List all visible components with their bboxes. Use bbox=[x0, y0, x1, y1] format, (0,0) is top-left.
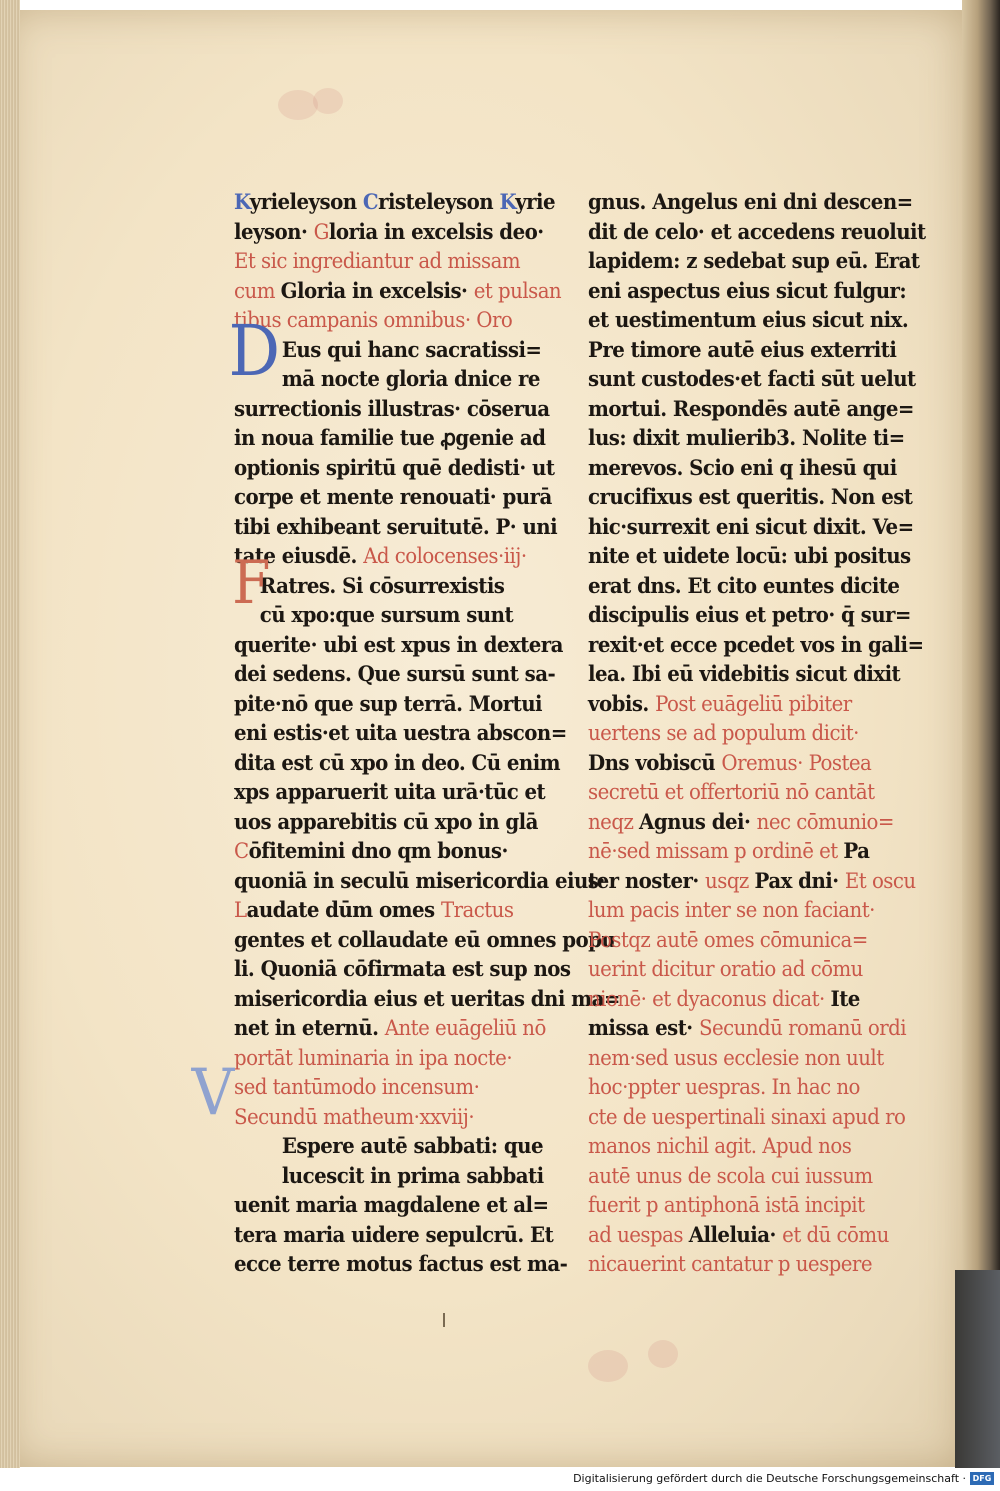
text-line bbox=[234, 542, 542, 572]
rubric-text: hoc·ppter uespras. In hac no bbox=[588, 1075, 860, 1100]
text-segment: gnus. Angelus eni dni descen= bbox=[588, 190, 913, 215]
text-segment: audate dūm omes bbox=[246, 898, 441, 923]
text-segment: cū xpo:que sursum sunt bbox=[259, 603, 514, 628]
text-line bbox=[234, 778, 546, 808]
right-text-column bbox=[588, 188, 926, 1280]
text-segment: risteleyson bbox=[378, 190, 500, 215]
text-segment: Pre timore autē eius exterriti bbox=[588, 337, 897, 363]
text-line bbox=[588, 1103, 905, 1133]
text-segment: lucescit in prima sabbati bbox=[281, 1163, 544, 1189]
rubric-text: Et sic ingrediantur ad missam bbox=[234, 249, 521, 274]
text-line bbox=[588, 336, 905, 366]
rubric-text: usqz bbox=[705, 868, 755, 894]
text-segment: surrectionis illustras· cōserua bbox=[234, 396, 550, 422]
text-segment: misericordia eius et ueritas dni ma= bbox=[234, 986, 620, 1012]
text-line bbox=[234, 660, 556, 690]
text-line bbox=[234, 336, 542, 366]
book-binding bbox=[955, 1270, 1000, 1470]
text-segment: ecce terre motus factus est ma- bbox=[234, 1252, 568, 1277]
text-line bbox=[588, 454, 905, 484]
text-segment: lapidem: z sedebat sup eū. Erat bbox=[588, 249, 920, 274]
text-segment: Pa bbox=[843, 839, 870, 864]
text-line bbox=[234, 1132, 542, 1162]
text-segment: tera maria uidere sepulcrū. Et bbox=[234, 1222, 554, 1248]
rubric-text: Et oscu bbox=[844, 868, 916, 894]
text-segment: mortui. Respondēs autē ange= bbox=[588, 396, 914, 422]
text-segment: eni estis·et uita uestra abscon= bbox=[234, 721, 567, 746]
text-line bbox=[588, 1162, 905, 1192]
rubric-text: nē·sed missam p ordinē et bbox=[588, 839, 844, 864]
text-segment: li. Quoniā cōfirmata est sup nos bbox=[234, 957, 571, 982]
text-line bbox=[234, 188, 556, 218]
text-segment: querite· ubi est xpus in dextera bbox=[234, 632, 563, 658]
illuminated-initial-f: F bbox=[232, 548, 270, 618]
text-line bbox=[234, 1014, 546, 1044]
rubric-text: Secundū romanū ordi bbox=[698, 1016, 907, 1041]
text-line bbox=[234, 631, 563, 661]
rubric-text: et pulsan bbox=[473, 278, 562, 304]
text-segment: et uestimentum eius sicut nix. bbox=[588, 308, 909, 333]
rubric-text: ad uespas bbox=[588, 1222, 689, 1248]
rubric-text: Oremus· Postea bbox=[721, 750, 872, 776]
text-line bbox=[588, 1014, 905, 1044]
rubric-text: portāt luminaria in ipa nocte· bbox=[234, 1045, 513, 1071]
text-line bbox=[588, 1132, 905, 1162]
text-line bbox=[588, 1073, 905, 1103]
rubric-text: nec cōmunio= bbox=[756, 809, 894, 835]
rubric-text: tibus campanis omnibus· Oro bbox=[234, 308, 513, 333]
text-segment: mā nocte gloria dnice re bbox=[281, 367, 540, 392]
text-segment: Gloria in excelsis· bbox=[280, 278, 474, 304]
text-line bbox=[588, 395, 914, 425]
text-line bbox=[588, 631, 924, 661]
text-line bbox=[234, 985, 620, 1015]
text-line bbox=[588, 483, 913, 513]
text-segment: eni aspectus eius sicut fulgur: bbox=[588, 278, 907, 304]
text-line bbox=[234, 1162, 542, 1192]
text-segment: Ite bbox=[830, 986, 860, 1012]
rubric-text: nionē· et dyaconus dicat· bbox=[588, 986, 831, 1012]
text-segment: Alleluia· bbox=[688, 1222, 783, 1248]
paper-stain bbox=[648, 1340, 678, 1368]
text-segment: net in eternū. bbox=[234, 1016, 385, 1041]
text-line bbox=[234, 601, 542, 631]
stacked-page-edges bbox=[0, 0, 20, 1491]
text-segment: Agnus dei· bbox=[639, 809, 757, 835]
text-segment: hic·surrexit eni sicut dixit. Ve= bbox=[588, 514, 914, 540]
text-segment: pite·nō que sup terrā. Mortui bbox=[234, 691, 543, 717]
rubric-text: G bbox=[313, 219, 329, 245]
text-line bbox=[234, 896, 542, 926]
text-segment: uos apparebitis cū xpo in glā bbox=[234, 809, 538, 835]
text-segment: Dns vobiscū bbox=[588, 750, 722, 776]
text-line bbox=[588, 660, 905, 690]
text-segment: tate eiusdē. bbox=[234, 544, 364, 569]
text-segment: rexit·et ecce pcedet vos in gali= bbox=[588, 632, 924, 658]
rubric-text: fuerit p antiphonā istā incipit bbox=[588, 1193, 865, 1218]
footer-credit: Digitalisierung gefördert durch die Deutsche Forschungsgemeinschaft · bbox=[573, 1472, 966, 1485]
text-segment: discipulis eius et petro· q̄ sur= bbox=[588, 603, 911, 628]
text-line bbox=[588, 188, 913, 218]
text-segment: dita est cū xpo in deo. Cū enim bbox=[234, 750, 561, 776]
rubric-text: sed tantūmodo incensum· bbox=[234, 1075, 480, 1100]
rubric-text: uertens se ad populum dicit· bbox=[588, 721, 859, 746]
illuminated-initial-d: D bbox=[228, 310, 280, 392]
text-line bbox=[588, 808, 905, 838]
paper-stain bbox=[278, 90, 318, 120]
paper-stain bbox=[313, 88, 343, 114]
rubric-text: Tractus bbox=[440, 898, 514, 923]
text-segment: dei sedens. Que sursū sunt sa- bbox=[234, 662, 556, 687]
text-line bbox=[588, 1191, 905, 1221]
blue-initial: K bbox=[234, 190, 250, 215]
illuminated-initial-v: V bbox=[191, 1056, 234, 1130]
text-line bbox=[234, 306, 542, 336]
rubric-text: autē unus de scola cui iussum bbox=[588, 1163, 873, 1189]
text-line bbox=[588, 837, 905, 867]
rubric-text: cum bbox=[234, 278, 281, 304]
text-line bbox=[234, 867, 605, 897]
rubric-text: Ad colocenses·iij· bbox=[363, 544, 527, 569]
text-segment: lea. Ibi eū videbitis sicut dixit bbox=[588, 662, 901, 687]
text-segment: sunt custodes·et facti sūt uelut bbox=[588, 367, 916, 392]
blue-initial: C bbox=[362, 190, 379, 215]
text-line bbox=[588, 1221, 905, 1251]
dfg-logo: DFG bbox=[970, 1472, 994, 1485]
text-segment: Eus qui hanc sacratissi= bbox=[281, 337, 542, 363]
text-segment: Pax dni· bbox=[754, 868, 845, 894]
text-segment: gentes et collaudate eū omnes popu bbox=[234, 927, 616, 953]
text-line bbox=[234, 1221, 554, 1251]
text-segment: vobis. bbox=[588, 691, 656, 717]
text-line bbox=[588, 1044, 905, 1074]
gutter-edge bbox=[962, 0, 1000, 1480]
text-line bbox=[588, 896, 905, 926]
footer-bar bbox=[0, 1468, 1000, 1491]
text-line bbox=[588, 306, 909, 336]
text-segment: quoniā in seculū misericordia eius· bbox=[234, 868, 605, 894]
text-line bbox=[234, 749, 561, 779]
rubric-text: manos nichil agit. Apud nos bbox=[588, 1134, 852, 1159]
text-line bbox=[588, 985, 905, 1015]
text-segment: missa est· bbox=[588, 1016, 699, 1041]
rubric-text: et dū cōmu bbox=[782, 1222, 889, 1248]
text-line bbox=[234, 513, 558, 543]
text-line bbox=[234, 808, 542, 838]
text-line bbox=[588, 955, 905, 985]
text-segment: Espere autē sabbati: que bbox=[281, 1134, 543, 1159]
text-line bbox=[588, 1250, 905, 1280]
text-line bbox=[588, 365, 916, 395]
text-line bbox=[588, 749, 905, 779]
text-line bbox=[234, 1044, 542, 1074]
text-segment: dit de celo· et accedens reuoluit bbox=[588, 219, 926, 245]
text-line bbox=[234, 837, 542, 867]
text-line bbox=[588, 926, 905, 956]
text-line bbox=[588, 778, 905, 808]
rubric-text: neqz bbox=[588, 809, 640, 835]
rubric-text: Ante euāgeliū nō bbox=[384, 1016, 546, 1041]
text-line bbox=[588, 601, 911, 631]
text-segment: ter noster· bbox=[588, 868, 706, 894]
text-segment: ōfitemini dno qm bonus· bbox=[248, 839, 508, 864]
text-segment: nite et uidete locū: ubi positus bbox=[588, 544, 911, 569]
text-segment: leyson· bbox=[234, 219, 314, 245]
text-line bbox=[588, 867, 916, 897]
text-line bbox=[588, 247, 920, 277]
text-line bbox=[234, 277, 562, 307]
text-segment: loria in excelsis deo· bbox=[328, 219, 544, 245]
rubric-text: C bbox=[234, 839, 249, 864]
blue-initial: K bbox=[499, 190, 516, 215]
text-line bbox=[234, 365, 542, 395]
text-line bbox=[234, 1073, 542, 1103]
text-segment: Ratres. Si cōsurrexistis bbox=[259, 573, 505, 599]
text-line bbox=[234, 218, 542, 248]
text-segment: lus: dixit mulierib3. Nolite ti= bbox=[588, 426, 905, 451]
text-line bbox=[234, 1103, 542, 1133]
text-line bbox=[234, 690, 542, 720]
text-segment: optionis spiritū quē dedisti· ut bbox=[234, 455, 555, 481]
text-segment: crucifixus est queritis. Non est bbox=[588, 485, 913, 510]
text-segment: uenit maria magdalene et al= bbox=[234, 1193, 549, 1218]
rubric-text: L bbox=[234, 898, 247, 923]
text-line bbox=[588, 218, 926, 248]
text-line bbox=[588, 542, 911, 572]
text-line bbox=[234, 424, 546, 454]
text-line bbox=[234, 926, 616, 956]
text-line bbox=[234, 247, 542, 277]
rubric-text: secretū et offertoriū nō cantāt bbox=[588, 780, 875, 805]
text-segment: yrieleyson bbox=[249, 190, 363, 215]
text-line bbox=[234, 1191, 549, 1221]
text-line bbox=[588, 513, 914, 543]
text-line bbox=[234, 483, 552, 513]
rubric-text: Post euāgeliū pibiter bbox=[655, 691, 852, 717]
margin-mark bbox=[443, 1313, 445, 1327]
text-line bbox=[234, 719, 567, 749]
text-line bbox=[234, 955, 571, 985]
text-segment: erat dns. Et cito euntes dicite bbox=[588, 573, 900, 599]
text-line bbox=[588, 690, 905, 720]
rubric-text: lum pacis inter se non faciant· bbox=[588, 898, 875, 923]
text-line bbox=[234, 1250, 568, 1280]
text-segment: yrie bbox=[515, 190, 556, 215]
text-line bbox=[234, 395, 550, 425]
text-line bbox=[588, 572, 905, 602]
text-line bbox=[234, 454, 555, 484]
text-segment: tibi exhibeant seruitutē. P· uni bbox=[234, 514, 558, 540]
text-segment: in noua familie tue ꝓgenie ad bbox=[234, 426, 546, 451]
rubric-text: nem·sed usus ecclesie non uult bbox=[588, 1045, 884, 1071]
text-segment: merevos. Scio eni q ihesū qui bbox=[588, 455, 897, 481]
text-line bbox=[588, 424, 905, 454]
text-line bbox=[588, 277, 905, 307]
rubric-text: uerint dicitur oratio ad cōmu bbox=[588, 957, 863, 982]
text-segment: xps apparuerit uita urā·tūc et bbox=[234, 780, 546, 805]
rubric-text: cte de uespertinali sinaxi apud ro bbox=[588, 1104, 906, 1130]
text-line bbox=[588, 719, 905, 749]
rubric-text: Postqz autē omes cōmunica= bbox=[588, 927, 868, 953]
text-line bbox=[234, 572, 542, 602]
rubric-text: Secundū matheum·xxviij· bbox=[234, 1104, 475, 1130]
text-segment: corpe et mente renouati· purā bbox=[234, 485, 552, 510]
paper-stain bbox=[588, 1350, 628, 1382]
rubric-text: nicauerint cantatur p uespere bbox=[588, 1252, 872, 1277]
